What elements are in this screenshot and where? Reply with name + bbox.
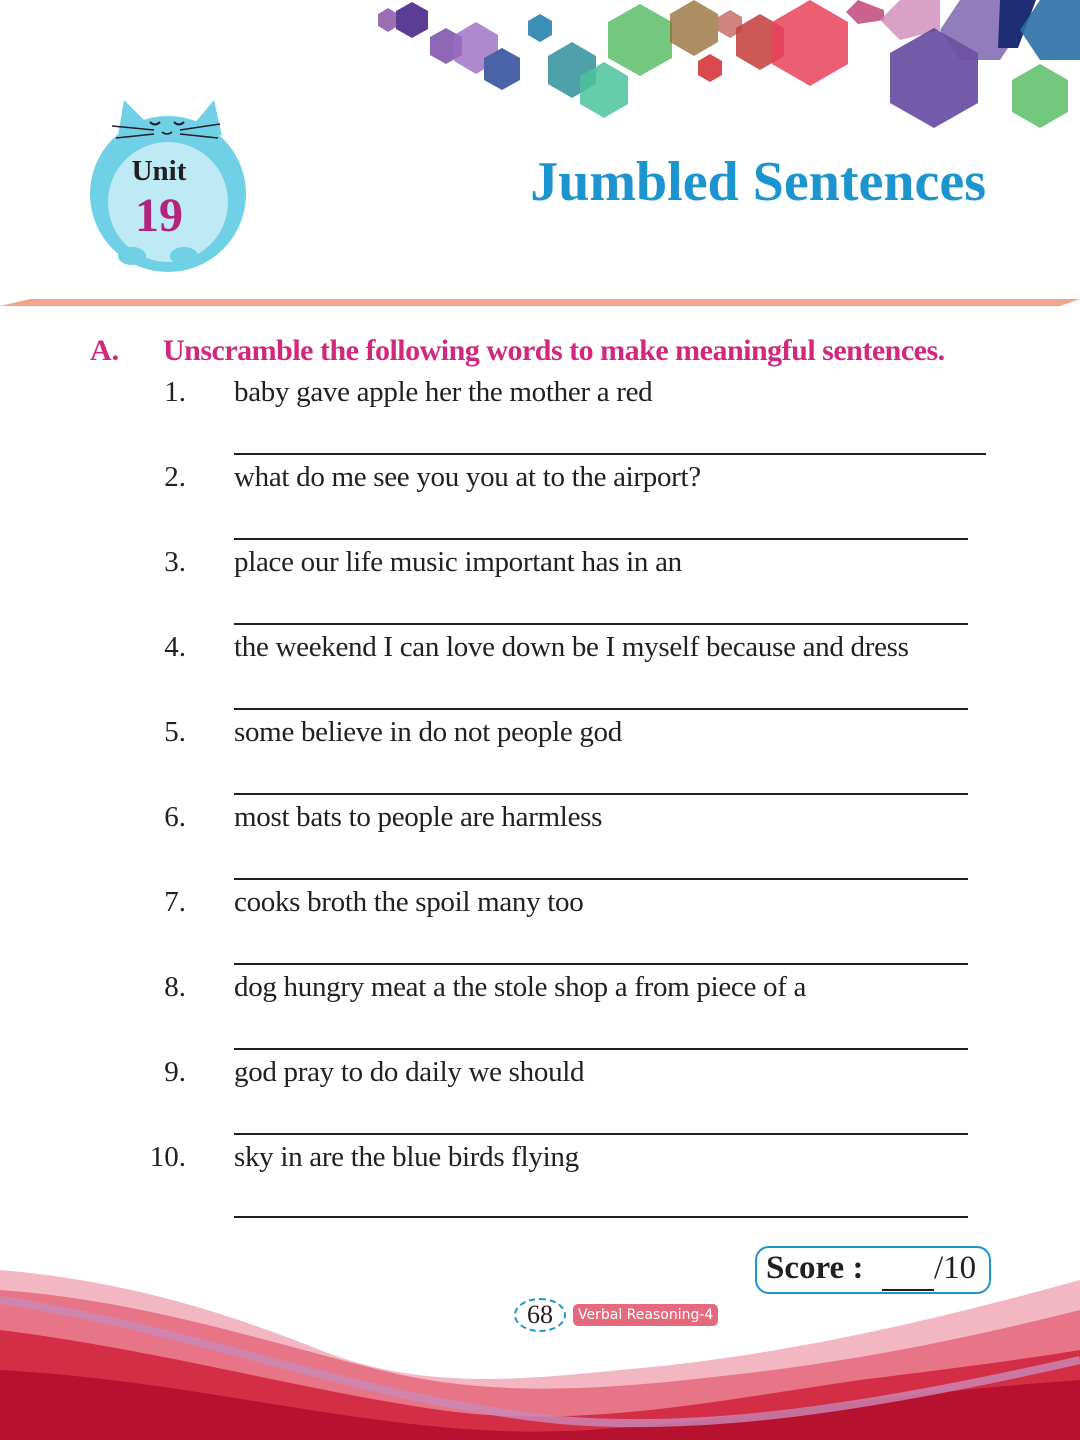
answer-line[interactable]	[234, 623, 968, 625]
answer-line[interactable]	[234, 1216, 968, 1218]
question-number: 2.	[164, 461, 186, 493]
question-text: baby gave apple her the mother a red	[234, 376, 653, 408]
question-text: god pray to do daily we should	[234, 1056, 585, 1088]
question-text: dog hungry meat a the stole shop a from piece of a	[234, 971, 807, 1003]
answer-line[interactable]	[234, 708, 968, 710]
question-text: cooks broth the spoil many too	[234, 886, 584, 918]
question-number: 10.	[149, 1141, 186, 1173]
question-text: place our life music important has in an	[234, 546, 682, 578]
answer-line[interactable]	[234, 453, 986, 455]
unit-number: 19	[135, 189, 183, 242]
question-text: sky in are the blue birds flying	[234, 1141, 579, 1173]
question-text: the weekend I can love down be I myself because and dress	[234, 631, 909, 663]
answer-line[interactable]	[234, 963, 968, 965]
question-number: 5.	[164, 716, 186, 748]
section-instruction: Unscramble the following words to make meaningful sentences.	[163, 334, 945, 367]
answer-line[interactable]	[234, 538, 968, 540]
question-number: 4.	[164, 631, 186, 663]
question-number: 6.	[164, 801, 186, 833]
header-divider	[0, 296, 1080, 308]
answer-line[interactable]	[234, 793, 968, 795]
question-number: 3.	[164, 546, 186, 578]
question-number: 9.	[164, 1056, 186, 1088]
score-total: /10	[934, 1250, 977, 1286]
question-text: some believe in do not people god	[234, 716, 622, 748]
question-number: 1.	[164, 376, 186, 408]
question-text: what do me see you you at to the airport?	[234, 461, 701, 493]
answer-line[interactable]	[234, 1133, 968, 1135]
score-blank[interactable]	[882, 1289, 934, 1291]
question-text: most bats to people are harmless	[234, 801, 603, 833]
book-title: Verbal Reasoning-4	[573, 1304, 718, 1326]
page-title: Jumbled Sentences	[530, 151, 986, 213]
score-label: Score :	[766, 1250, 864, 1286]
wave-decoration	[0, 1270, 1080, 1440]
question-number: 8.	[164, 971, 186, 1003]
answer-line[interactable]	[234, 878, 968, 880]
answer-line[interactable]	[234, 1048, 968, 1050]
unit-label: Unit	[131, 155, 187, 187]
question-number: 7.	[164, 886, 186, 918]
page-number: 68	[514, 1298, 566, 1332]
section-letter: A.	[90, 334, 120, 367]
